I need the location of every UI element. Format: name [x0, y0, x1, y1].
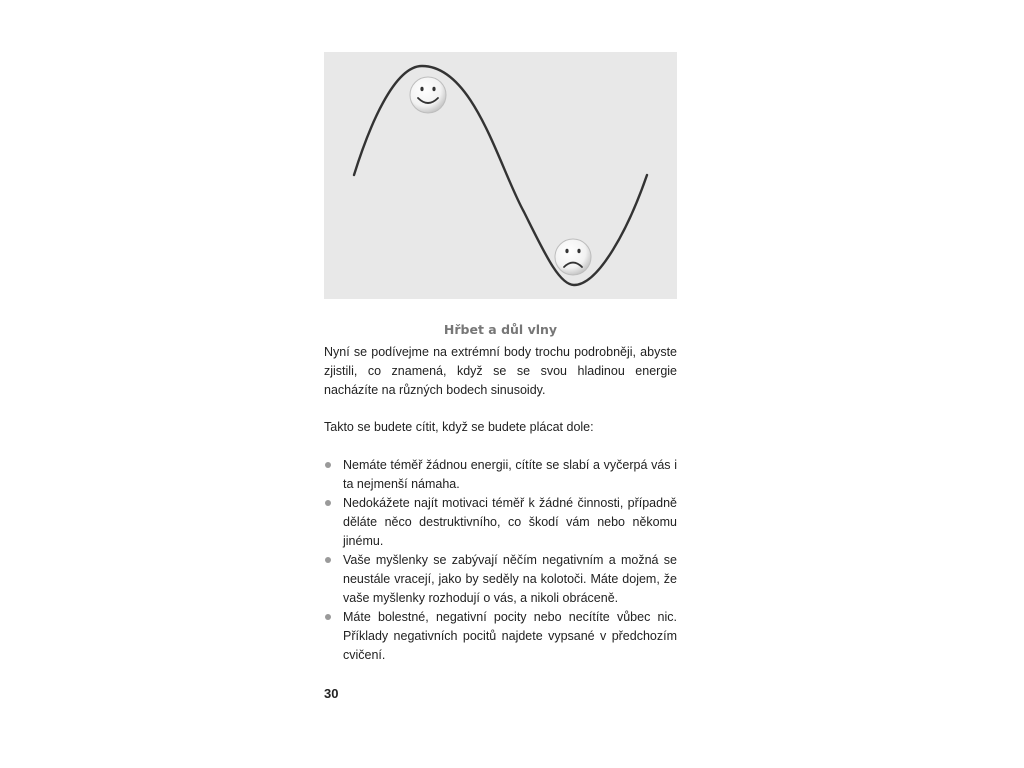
- book-page: [324, 52, 677, 712]
- bullet-icon: [325, 462, 331, 468]
- list-item-text: Nedokážete najít motivaci téměř k žádné činnosti, případně děláte něco destruktivního, co škodí vám nebo někomu jinému.: [343, 496, 677, 548]
- wave-figure: [324, 52, 677, 299]
- bullet-list: [324, 456, 677, 665]
- sine-wave-diagram: [324, 52, 677, 299]
- smiling-face-icon: [410, 77, 446, 113]
- list-item: [324, 456, 677, 494]
- list-item-text: Nemáte téměř žádnou energii, cítíte se slabí a vyčerpá vás i ta nejmenší námaha.: [343, 458, 677, 491]
- bullet-icon: [325, 500, 331, 506]
- paragraph-lead: Takto se budete cítit, když se budete plácat dole:: [324, 420, 594, 434]
- figure-caption: Hřbet a důl vlny: [443, 322, 558, 337]
- paragraph-intro: Nyní se podívejme na extrémní body trochu podrobněji, abyste zjistili, co znamená, když se se svou hladinou energie nacházíte na různých bodech sinusoidy.: [324, 345, 677, 397]
- list-item: [324, 551, 677, 608]
- list-item-text: Vaše myšlenky se zabývají něčím negativním a možná se neustále vracejí, jako by seděly na kolotoči. Máte dojem, že vaše myšlenky rozhodují o vás, a nikoli obráceně.: [343, 553, 677, 605]
- bullet-icon: [325, 557, 331, 563]
- frowning-face-icon: [555, 239, 591, 275]
- sine-wave-curve: [354, 66, 647, 285]
- list-item: [324, 608, 677, 665]
- page-number: 30: [324, 686, 339, 701]
- bullet-icon: [325, 614, 331, 620]
- list-item: [324, 494, 677, 551]
- list-item-text: Máte bolestné, negativní pocity nebo necítíte vůbec nic. Příklady negativních pocitů najdete vypsané v předchozím cvičení.: [343, 610, 677, 662]
